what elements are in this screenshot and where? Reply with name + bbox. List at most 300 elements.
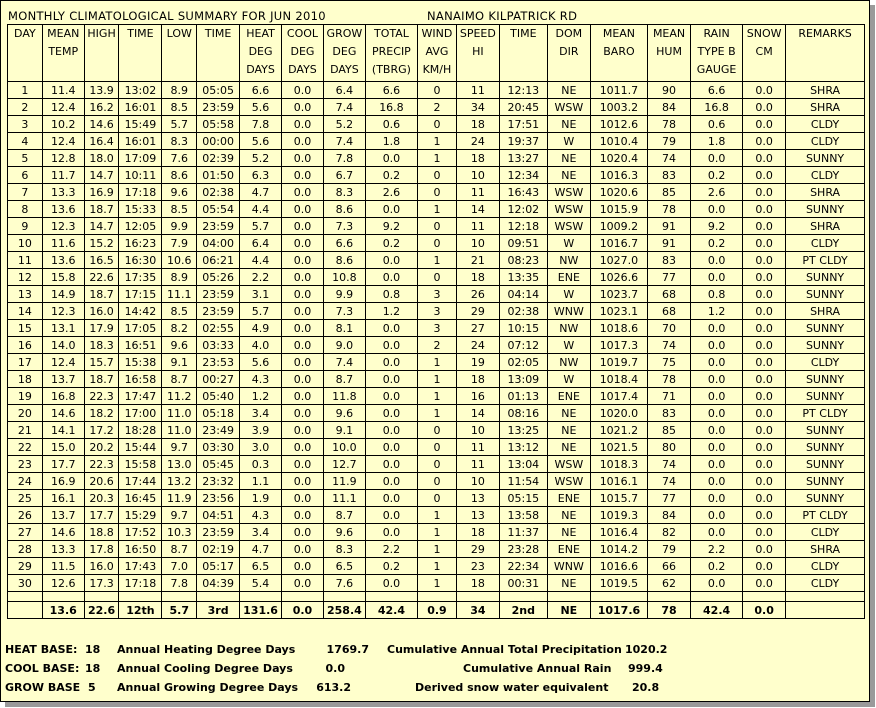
table-cell: 0.0 xyxy=(691,405,743,422)
table-cell: 8.6 xyxy=(162,167,197,184)
table-cell: 7.4 xyxy=(323,99,365,116)
table-cell: 16.1 xyxy=(42,490,84,507)
table-row xyxy=(8,575,865,592)
table-cell: 77 xyxy=(648,269,691,286)
totals-cell: 258.4 xyxy=(323,602,365,619)
totals-cell: 42.4 xyxy=(691,602,743,619)
column-header xyxy=(162,25,197,82)
table-cell: 12.7 xyxy=(323,456,365,473)
table-cell: NE xyxy=(547,167,590,184)
table-cell: 8.2 xyxy=(162,320,197,337)
table-cell: WSW xyxy=(547,473,590,490)
table-cell: 0.0 xyxy=(282,218,324,235)
table-cell: 10.8 xyxy=(323,269,365,286)
table-cell: 18 xyxy=(456,116,499,133)
table-cell: 14.1 xyxy=(42,422,84,439)
table-cell: 0.2 xyxy=(691,167,743,184)
table-cell: 0 xyxy=(418,82,457,99)
table-cell: 08:16 xyxy=(499,405,547,422)
table-cell: 0.0 xyxy=(691,490,743,507)
table-cell: 10 xyxy=(456,473,499,490)
table-cell: 0 xyxy=(418,439,457,456)
table-cell: 16 xyxy=(456,388,499,405)
totals-cell: 0.0 xyxy=(743,602,786,619)
table-cell: 05:26 xyxy=(197,269,240,286)
table-cell: 9.9 xyxy=(162,218,197,235)
table-cell: 0 xyxy=(418,490,457,507)
table-cell: 23 xyxy=(456,558,499,575)
table-cell: 02:05 xyxy=(499,354,547,371)
totals-cell: 3rd xyxy=(197,602,240,619)
table-cell: 6.4 xyxy=(323,82,365,99)
table-cell: 2 xyxy=(418,337,457,354)
table-cell: 24 xyxy=(456,133,499,150)
table-cell: SUNNY xyxy=(786,456,865,473)
table-cell: 1 xyxy=(418,201,457,218)
column-header-line: MEAN xyxy=(47,27,80,40)
table-cell: 11.9 xyxy=(323,473,365,490)
totals-cell: 22.6 xyxy=(84,602,119,619)
table-cell: 1 xyxy=(418,558,457,575)
spacer-cell xyxy=(84,592,119,602)
table-cell: 13:25 xyxy=(499,422,547,439)
table-cell: 11.1 xyxy=(162,286,197,303)
column-header-line: HI xyxy=(472,45,484,58)
table-cell: 1016.1 xyxy=(590,473,647,490)
table-cell: 0 xyxy=(418,116,457,133)
table-cell: 30 xyxy=(8,575,43,592)
table-cell: 0.6 xyxy=(691,116,743,133)
totals-cell: 0.0 xyxy=(282,602,324,619)
table-cell: 7.4 xyxy=(323,354,365,371)
column-header-line: DEG xyxy=(332,45,357,58)
column-header-line: CM xyxy=(755,45,773,58)
table-cell: 12:05 xyxy=(119,218,162,235)
table-cell: 17:00 xyxy=(119,405,162,422)
table-cell: 23:56 xyxy=(197,490,240,507)
annual-cooling-value: 0.0 xyxy=(325,662,345,675)
table-cell: 1018.6 xyxy=(590,320,647,337)
column-header-line: (TBRG) xyxy=(371,63,411,76)
table-cell: 05:18 xyxy=(197,405,240,422)
table-cell: SUNNY xyxy=(786,320,865,337)
table-cell: 0.0 xyxy=(743,252,786,269)
column-header-line: SNOW xyxy=(746,27,782,40)
table-cell: 13:09 xyxy=(499,371,547,388)
table-cell: 17:43 xyxy=(119,558,162,575)
table-row xyxy=(8,320,865,337)
column-header-line: DEG xyxy=(248,45,273,58)
table-cell: 0.3 xyxy=(240,456,282,473)
table-cell: 0.0 xyxy=(282,337,324,354)
table-cell: 0 xyxy=(418,235,457,252)
table-cell: WSW xyxy=(547,218,590,235)
table-cell: 8.1 xyxy=(323,320,365,337)
column-header-line: MEAN xyxy=(652,27,686,40)
table-cell: 18:28 xyxy=(119,422,162,439)
table-cell: 03:30 xyxy=(197,439,240,456)
table-row xyxy=(8,456,865,473)
table-cell: 18 xyxy=(8,371,43,388)
table-cell: 26 xyxy=(456,286,499,303)
table-cell: 01:13 xyxy=(499,388,547,405)
table-cell: 0.0 xyxy=(743,439,786,456)
table-cell: 11 xyxy=(456,218,499,235)
table-cell: 27 xyxy=(456,320,499,337)
table-cell: 16:58 xyxy=(119,371,162,388)
table-cell: 02:39 xyxy=(197,150,240,167)
table-cell: 84 xyxy=(648,507,691,524)
table-cell: 23:32 xyxy=(197,473,240,490)
cum-rain-value: 999.4 xyxy=(628,662,663,675)
table-cell: 0.0 xyxy=(691,456,743,473)
table-cell: 1 xyxy=(418,252,457,269)
table-cell: 2 xyxy=(8,99,43,116)
table-cell: 1014.2 xyxy=(590,541,647,558)
table-cell: SUNNY xyxy=(786,490,865,507)
table-header xyxy=(8,25,865,82)
table-cell: 0.0 xyxy=(743,422,786,439)
table-cell: 7.0 xyxy=(162,558,197,575)
table-cell: 1020.6 xyxy=(590,184,647,201)
column-header xyxy=(197,25,240,82)
table-cell: 0.0 xyxy=(282,354,324,371)
table-cell: WSW xyxy=(547,201,590,218)
spacer-cell xyxy=(743,592,786,602)
table-cell: 3.9 xyxy=(240,422,282,439)
table-cell: 0.0 xyxy=(743,82,786,99)
station-name: NANAIMO KILPATRICK RD xyxy=(427,9,578,23)
table-cell: 0.0 xyxy=(691,354,743,371)
table-cell: 19 xyxy=(8,388,43,405)
table-cell: 23:59 xyxy=(197,303,240,320)
table-cell: CLDY xyxy=(786,354,865,371)
table-cell: 0.0 xyxy=(691,439,743,456)
spacer-cell xyxy=(240,592,282,602)
table-cell: 8.3 xyxy=(323,541,365,558)
annual-cooling-label: Annual Cooling Degree Days xyxy=(117,662,293,675)
table-cell: NE xyxy=(547,507,590,524)
table-cell: 0.0 xyxy=(743,184,786,201)
table-cell: 05:40 xyxy=(197,388,240,405)
table-cell: 18.2 xyxy=(84,405,119,422)
table-cell: 19 xyxy=(456,354,499,371)
table-cell: 17.9 xyxy=(84,320,119,337)
table-cell: 1019.7 xyxy=(590,354,647,371)
table-cell: 16:43 xyxy=(499,184,547,201)
table-cell: 15:58 xyxy=(119,456,162,473)
table-cell: NW xyxy=(547,320,590,337)
table-cell: 1.8 xyxy=(691,133,743,150)
table-cell: 13.9 xyxy=(84,82,119,99)
column-header-line: DIR xyxy=(559,45,579,58)
table-cell: 0.0 xyxy=(365,252,417,269)
table-row xyxy=(8,235,865,252)
table-cell: 12.6 xyxy=(42,575,84,592)
table-cell: 0.0 xyxy=(743,405,786,422)
table-cell: 22 xyxy=(8,439,43,456)
table-cell: 0.0 xyxy=(282,524,324,541)
table-cell: 74 xyxy=(648,337,691,354)
table-cell: 0.0 xyxy=(365,422,417,439)
table-cell: PT CLDY xyxy=(786,405,865,422)
table-cell: 02:55 xyxy=(197,320,240,337)
table-row xyxy=(8,541,865,558)
table-cell: 0.0 xyxy=(282,99,324,116)
table-cell: 9.6 xyxy=(323,405,365,422)
table-cell: 0.0 xyxy=(743,235,786,252)
table-cell: 0.0 xyxy=(691,337,743,354)
table-cell: 1018.3 xyxy=(590,456,647,473)
table-cell: NE xyxy=(547,150,590,167)
table-cell: 11 xyxy=(456,82,499,99)
column-header-line: TYPE B xyxy=(697,45,736,58)
table-cell: 0.0 xyxy=(282,456,324,473)
table-cell: 6 xyxy=(8,167,43,184)
table-cell: 1017.3 xyxy=(590,337,647,354)
table-cell: 10.3 xyxy=(162,524,197,541)
table-cell: 17:09 xyxy=(119,150,162,167)
column-header-line: WIND xyxy=(421,27,453,40)
table-row xyxy=(8,558,865,575)
table-cell: 21 xyxy=(456,252,499,269)
table-cell: 13.3 xyxy=(42,184,84,201)
column-header-line: TIME xyxy=(127,27,154,40)
table-cell: 16:50 xyxy=(119,541,162,558)
table-cell: 0.0 xyxy=(365,456,417,473)
table-cell: 0.0 xyxy=(691,422,743,439)
table-cell: 0.0 xyxy=(282,286,324,303)
table-cell: 5.2 xyxy=(323,116,365,133)
table-cell: 78 xyxy=(648,201,691,218)
table-cell: 02:38 xyxy=(499,303,547,320)
totals-cell: 34 xyxy=(456,602,499,619)
table-cell: 0.0 xyxy=(282,150,324,167)
table-cell: 66 xyxy=(648,558,691,575)
table-cell: 22.6 xyxy=(84,269,119,286)
table-cell: 0.2 xyxy=(691,558,743,575)
table-cell: 10 xyxy=(456,167,499,184)
table-cell: 12.4 xyxy=(42,99,84,116)
table-cell: NE xyxy=(547,116,590,133)
heat-base-label: HEAT BASE: xyxy=(5,643,78,656)
table-cell: 0.0 xyxy=(743,167,786,184)
totals-cell: NE xyxy=(547,602,590,619)
table-cell: 7.6 xyxy=(162,150,197,167)
table-cell: 11.6 xyxy=(42,235,84,252)
totals-cell xyxy=(8,602,43,619)
table-cell: 20.6 xyxy=(84,473,119,490)
table-cell: 9.7 xyxy=(162,439,197,456)
table-cell: 11.4 xyxy=(42,82,84,99)
table-cell: 1016.6 xyxy=(590,558,647,575)
table-cell: 16.8 xyxy=(691,99,743,116)
table-cell: 0.0 xyxy=(282,82,324,99)
table-cell: 0.0 xyxy=(365,150,417,167)
table-cell: 0.0 xyxy=(282,558,324,575)
table-cell: 0.0 xyxy=(365,337,417,354)
table-cell: 04:51 xyxy=(197,507,240,524)
table-cell: 0.0 xyxy=(365,371,417,388)
table-cell: 82 xyxy=(648,524,691,541)
table-cell: 29 xyxy=(456,303,499,320)
column-header xyxy=(743,25,786,82)
table-cell: 0.0 xyxy=(282,320,324,337)
table-cell: 83 xyxy=(648,167,691,184)
column-header xyxy=(119,25,162,82)
table-cell: WSW xyxy=(547,456,590,473)
table-row xyxy=(8,167,865,184)
totals-cell xyxy=(786,602,865,619)
table-cell: 13:04 xyxy=(499,456,547,473)
table-cell: 1017.4 xyxy=(590,388,647,405)
table-cell: 8.6 xyxy=(323,252,365,269)
table-cell: 03:33 xyxy=(197,337,240,354)
table-cell: 2.2 xyxy=(240,269,282,286)
table-cell: 17:18 xyxy=(119,184,162,201)
table-cell: 6.6 xyxy=(365,82,417,99)
table-cell: 83 xyxy=(648,252,691,269)
table-cell: 6.6 xyxy=(691,82,743,99)
table-cell: 84 xyxy=(648,99,691,116)
spacer-cell xyxy=(282,592,324,602)
totals-row xyxy=(8,602,865,619)
table-cell: SHRA xyxy=(786,82,865,99)
table-cell: 10.6 xyxy=(162,252,197,269)
table-cell: 78 xyxy=(648,116,691,133)
table-cell: 1016.3 xyxy=(590,167,647,184)
table-cell: 0.0 xyxy=(282,201,324,218)
table-body xyxy=(8,82,865,619)
table-cell: 85 xyxy=(648,422,691,439)
table-cell: 3.0 xyxy=(240,439,282,456)
table-cell: 7.8 xyxy=(162,575,197,592)
table-cell: 90 xyxy=(648,82,691,99)
table-cell: 0 xyxy=(418,269,457,286)
table-row xyxy=(8,337,865,354)
column-header-line: TIME xyxy=(204,27,232,40)
footer-row-heat xyxy=(1,643,869,659)
table-cell: 0.0 xyxy=(282,490,324,507)
table-cell: 4.3 xyxy=(240,371,282,388)
table-cell: 9.1 xyxy=(162,354,197,371)
table-cell: 13:12 xyxy=(499,439,547,456)
table-cell: 0.0 xyxy=(743,320,786,337)
table-cell: ENE xyxy=(547,269,590,286)
table-cell: 1015.9 xyxy=(590,201,647,218)
column-header-line: TEMP xyxy=(48,45,79,58)
spacer-cell xyxy=(8,592,43,602)
table-cell: 0.0 xyxy=(743,133,786,150)
table-cell: 0.0 xyxy=(743,388,786,405)
table-cell: 5.6 xyxy=(240,133,282,150)
table-cell: 0.0 xyxy=(743,337,786,354)
table-cell: 00:31 xyxy=(499,575,547,592)
table-cell: 23:53 xyxy=(197,354,240,371)
table-cell: 04:39 xyxy=(197,575,240,592)
table-cell: 68 xyxy=(648,286,691,303)
table-cell: 78 xyxy=(648,371,691,388)
table-cell: 1.2 xyxy=(240,388,282,405)
table-cell: 9.0 xyxy=(323,337,365,354)
table-cell: 11.9 xyxy=(162,490,197,507)
table-cell: NE xyxy=(547,575,590,592)
table-cell: 11.1 xyxy=(323,490,365,507)
table-row xyxy=(8,524,865,541)
table-cell: 05:17 xyxy=(197,558,240,575)
table-cell: 15:49 xyxy=(119,116,162,133)
table-cell: 13 xyxy=(456,507,499,524)
table-cell: 15:38 xyxy=(119,354,162,371)
table-row xyxy=(8,473,865,490)
table-cell: 12:02 xyxy=(499,201,547,218)
table-cell: 19:37 xyxy=(499,133,547,150)
table-row xyxy=(8,218,865,235)
table-cell: 15.0 xyxy=(42,439,84,456)
table-cell: SHRA xyxy=(786,218,865,235)
table-cell: 16.9 xyxy=(84,184,119,201)
table-cell: 17.7 xyxy=(84,507,119,524)
table-cell: 11.0 xyxy=(162,405,197,422)
table-cell: 0.0 xyxy=(743,201,786,218)
column-header-line: GAUGE xyxy=(696,63,737,76)
table-cell: SUNNY xyxy=(786,269,865,286)
table-cell: 17:52 xyxy=(119,524,162,541)
table-cell: 10 xyxy=(8,235,43,252)
table-cell: 8.5 xyxy=(162,303,197,320)
table-cell: 0 xyxy=(418,167,457,184)
table-cell: ENE xyxy=(547,490,590,507)
table-cell: SUNNY xyxy=(786,371,865,388)
table-cell: 12 xyxy=(8,269,43,286)
table-cell: 09:51 xyxy=(499,235,547,252)
table-cell: 0.0 xyxy=(743,524,786,541)
table-cell: 8.7 xyxy=(162,541,197,558)
table-cell: 2.6 xyxy=(691,184,743,201)
table-cell: 0.0 xyxy=(365,473,417,490)
table-cell: 18.0 xyxy=(84,150,119,167)
spacer-cell xyxy=(42,592,84,602)
table-cell: 8.7 xyxy=(162,371,197,388)
table-cell: ENE xyxy=(547,388,590,405)
column-header xyxy=(8,25,43,82)
table-cell: 14.0 xyxy=(42,337,84,354)
table-cell: 5.6 xyxy=(240,99,282,116)
column-header xyxy=(691,25,743,82)
spacer-cell xyxy=(323,592,365,602)
table-cell: 28 xyxy=(8,541,43,558)
table-cell: SHRA xyxy=(786,303,865,320)
table-cell: 1.9 xyxy=(240,490,282,507)
table-cell: 80 xyxy=(648,439,691,456)
totals-cell: 1017.6 xyxy=(590,602,647,619)
table-cell: 74 xyxy=(648,150,691,167)
table-cell: 16:01 xyxy=(119,133,162,150)
table-cell: 14.7 xyxy=(84,167,119,184)
column-header xyxy=(282,25,324,82)
table-cell: 1021.2 xyxy=(590,422,647,439)
table-cell: 16 xyxy=(8,337,43,354)
table-cell: 16.5 xyxy=(84,252,119,269)
table-cell: 1021.5 xyxy=(590,439,647,456)
table-cell: 0.0 xyxy=(365,354,417,371)
table-cell: 4.7 xyxy=(240,541,282,558)
table-cell: 17:35 xyxy=(119,269,162,286)
table-cell: 17:44 xyxy=(119,473,162,490)
table-cell: 15.7 xyxy=(84,354,119,371)
table-cell: 0.0 xyxy=(365,201,417,218)
table-cell: 13.3 xyxy=(42,541,84,558)
